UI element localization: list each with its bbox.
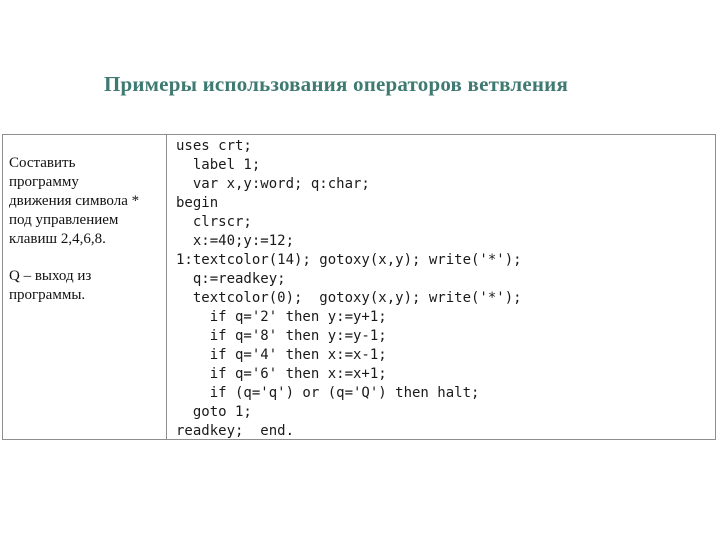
task-line: программу [9,174,79,190]
task-line: Составить [9,155,76,171]
code-line: uses crt; [176,138,252,154]
code-line: begin [176,195,219,211]
slide-title: Примеры использования операторов ветвления [103,72,569,96]
task-line: движения символа * [9,193,140,209]
task-spacer [9,249,166,267]
code-line: if q='8' then y:=y-1; [176,328,387,344]
code-line: readkey; end. [176,423,295,439]
task-description [3,135,167,439]
code-line: if q='2' then y:=y+1; [176,309,387,325]
code-line: clrscr; [176,214,252,230]
task-line: клавиш 2,4,6,8. [9,231,106,247]
exit-line: Q – выход из [9,268,92,284]
task-line: под управлением [9,212,119,228]
code-line: label 1; [176,157,261,173]
code-line: if q='4' then x:=x-1; [176,347,387,363]
code-line: if (q='q') or (q='Q') then halt; [176,385,480,401]
code-line: x:=40;y:=12; [176,233,295,249]
example-table [2,134,716,440]
exit-line: программы. [9,287,86,303]
code-line: if q='6' then x:=x+1; [176,366,387,382]
code-line: textcolor(0); gotoxy(x,y); write('*'); [176,290,522,306]
code-line: q:=readkey; [176,271,286,287]
code-line: 1:textcolor(14); gotoxy(x,y); write('*'); [176,252,522,268]
code-line: var x,y:word; q:char; [176,176,370,192]
code-listing [167,135,715,439]
code-line: goto 1; [176,404,252,420]
